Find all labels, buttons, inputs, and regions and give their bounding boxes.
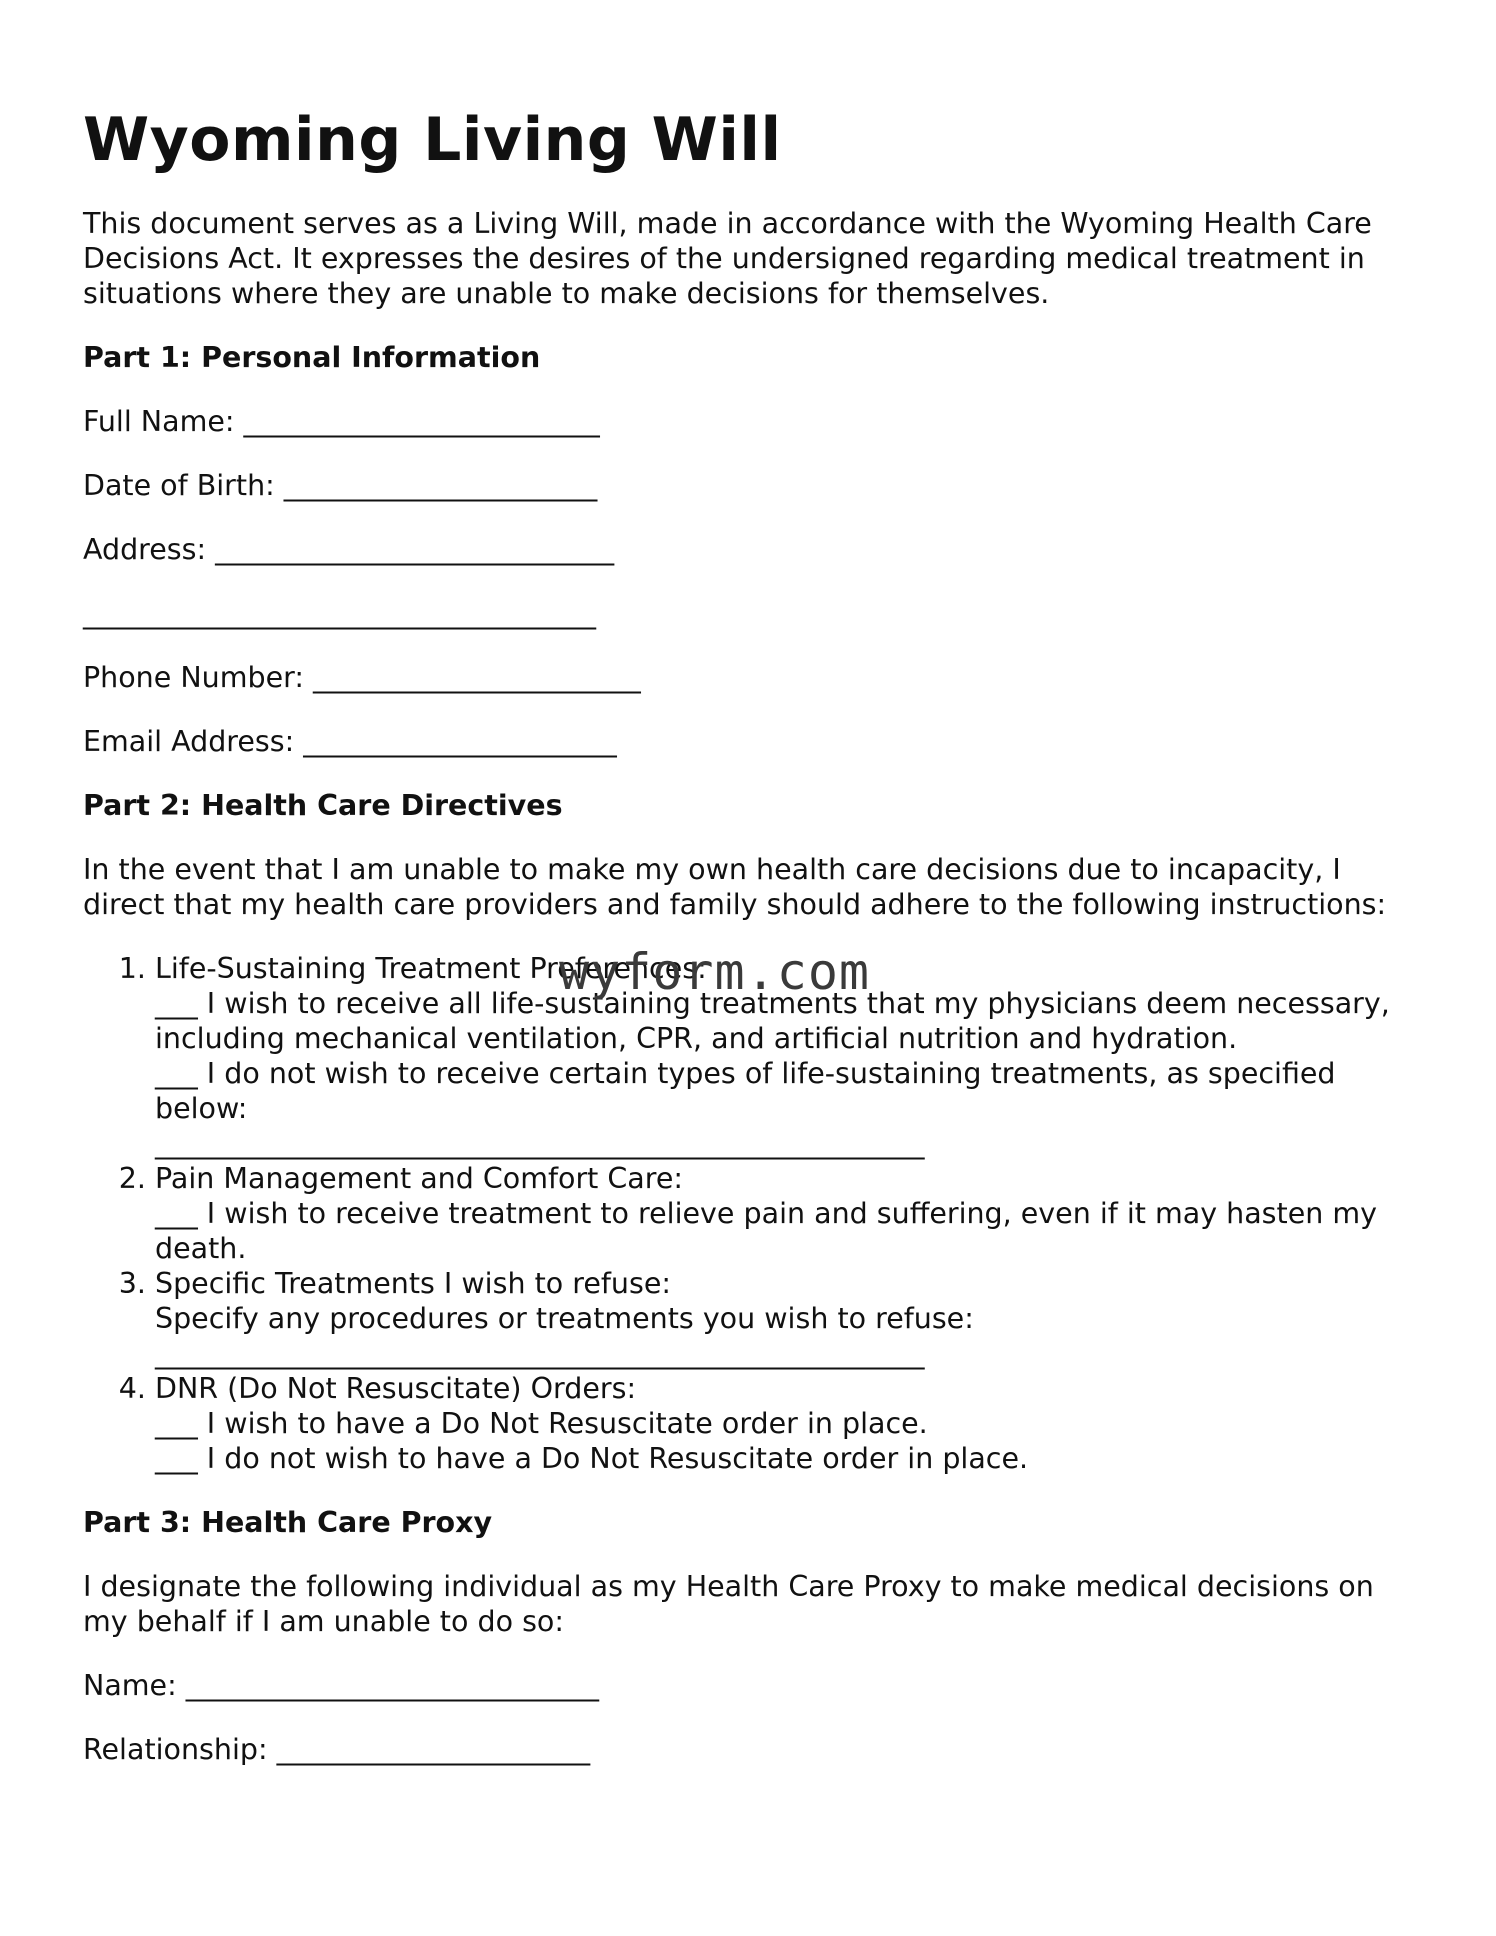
life-sustaining-title: 1. Life-Sustaining Treatment Preferences: xyxy=(155,952,707,985)
part3-heading: Part 3: Health Care Proxy xyxy=(83,1506,493,1539)
life-sustaining-option-receive[interactable]: ___ I wish to receive all life-sustaining treatments that my physicians deem necessary, including mechanical ventilation, CPR, and artificial nutrition and hydration. xyxy=(155,987,1390,1055)
refuse-treatments-blank[interactable]: ______________________________________________________ xyxy=(155,1337,925,1370)
part3-intro: I designate the following individual as my Health Care Proxy to make medical decisions on my behalf if I am unable to do so: xyxy=(83,1570,1374,1638)
refuse-treatments-instruction: Specify any procedures or treatments you wish to refuse: xyxy=(155,1302,974,1335)
full-name-field[interactable]: Full Name: _________________________ xyxy=(83,405,600,438)
list-item xyxy=(155,1371,1413,1476)
list-item xyxy=(155,1266,1413,1371)
directives-list xyxy=(83,951,1413,1476)
document-title: Wyoming Living Will xyxy=(83,105,782,175)
dnr-option-no[interactable]: ___ I do not wish to have a Do Not Resuscitate order in place. xyxy=(155,1442,1029,1475)
watermark: wyform.com xyxy=(559,943,871,1001)
pain-management-title: 2. Pain Management and Comfort Care: xyxy=(155,1162,684,1195)
dnr-option-yes[interactable]: ___ I wish to have a Do Not Resuscitate order in place. xyxy=(155,1407,928,1440)
date-of-birth-field[interactable]: Date of Birth: ______________________ xyxy=(83,469,598,502)
refuse-treatments-title: 3. Specific Treatments I wish to refuse: xyxy=(155,1267,671,1300)
life-sustaining-blank[interactable]: ______________________________________________________ xyxy=(155,1127,925,1160)
part2-intro: In the event that I am unable to make my own health care decisions due to incapacity, I direct that my health care providers and family should adhere to the following instructions: xyxy=(83,853,1387,921)
address-field[interactable]: Address: ____________________________ xyxy=(83,533,615,566)
email-address-field[interactable]: Email Address: ______________________ xyxy=(83,725,617,758)
intro-paragraph: This document serves as a Living Will, made in accordance with the Wyoming Health Care Decisions Act. It expresses the desires of the undersigned regarding medical treatment in situations where they are unable to make decisions for themselves. xyxy=(83,207,1372,310)
list-item xyxy=(155,1161,1413,1266)
proxy-relationship-field[interactable]: Relationship: ______________________ xyxy=(83,1733,591,1766)
phone-number-field[interactable]: Phone Number: _______________________ xyxy=(83,661,641,694)
life-sustaining-option-decline[interactable]: ___ I do not wish to receive certain types of life-sustaining treatments, as specified below: xyxy=(155,1057,1336,1125)
address-line2-field[interactable]: ____________________________________ xyxy=(83,597,596,630)
dnr-title: 4. DNR (Do Not Resuscitate) Orders: xyxy=(155,1372,637,1405)
proxy-name-field[interactable]: Name: _____________________________ xyxy=(83,1669,599,1702)
pain-management-option[interactable]: ___ I wish to receive treatment to relieve pain and suffering, even if it may hasten my death. xyxy=(155,1197,1377,1265)
part2-heading: Part 2: Health Care Directives xyxy=(83,789,563,822)
part1-heading: Part 1: Personal Information xyxy=(83,341,541,374)
